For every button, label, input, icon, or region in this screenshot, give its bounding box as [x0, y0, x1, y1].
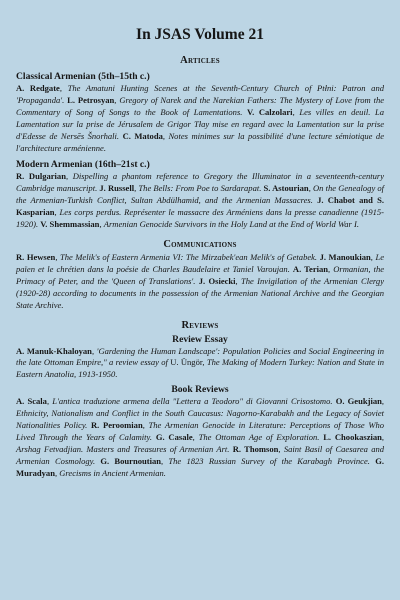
entry: O. Geukjian, Ethnicity, Nationalism and Conflict in the South Caucasus: Nagorno-Karabakh and the Legacy of Soviet Nationalities Policy. — [16, 396, 384, 431]
entry-author: V. Calzolari — [247, 106, 293, 117]
modern-paragraph — [16, 171, 384, 231]
entry: L. Petrosyan, Gregory of Narek and the Narekian Fathers: The Mystery of Love from the Commentary of Song of Songs to the Book of Lamentations. — [16, 94, 385, 117]
entry-title: Notes minimes sur la possibilité d'une lecture sémiotique de l'architecture arménienne. — [16, 130, 385, 153]
communications-heading: Communications — [163, 238, 237, 250]
entry-reviewed-author: U. Üngör, — [170, 357, 205, 368]
entry-title: 'Gardening the Human Landscape': Population Policies and Social Engineering in the late Ottoman Empire," a review essay of — [16, 345, 385, 368]
entry: V. Shemmassian, Armenian Genocide Survivors in the Holy Land at the End of World War I. — [40, 219, 359, 230]
entry: G. Casale, The Ottoman Age of Exploration. — [155, 431, 320, 442]
entry: C. Matoda, Notes minimes sur la possibilité d'une lecture sémiotique de l'architecture arménienne. — [16, 130, 385, 153]
entry: J. Osiecki, The Invigilation of the Armenian Clergy (1920-28) according to documents in the possession of the Armenian National Archive and the Georgian State Archive. — [16, 275, 384, 310]
entry-title: Le païen et le chrétien dans la poésie de Charles Baudelaire et Taniel Varoujan. — [16, 251, 384, 274]
entry: G. Muradyan, Grecisms in Ancient Armenian. — [16, 455, 384, 478]
entry-author: J. Chabot and S. Kasparian — [16, 195, 384, 218]
entry: J. Chabot and S. Kasparian, Les corps perdus. Représenter le massacre des Arméniens dans la presse canadienne (1915-1920). — [16, 195, 385, 230]
entry-author: A. Terian — [292, 263, 329, 274]
entry-author: C. Matoda — [122, 130, 163, 141]
entry-title: The 1823 Russian Survey of the Karabagh Province. — [168, 455, 370, 466]
communications-paragraph — [16, 252, 384, 312]
entry-author: G. Casale — [155, 431, 193, 442]
entry-title: Arshag Fetvadjian. Masters and Treasures of Armenian Art. — [16, 443, 230, 454]
classical-paragraph — [16, 83, 384, 154]
classical-heading: Classical Armenian (5th–15th c.) — [16, 71, 150, 82]
entry-reviewed-title: The Making of Modern Turkey: Nation and State in Eastern Anatolia, 1913-1950. — [16, 357, 384, 380]
entry: A. Terian, Ormanian, the Primacy of Peter, and the 'Queen of Translations'. — [16, 263, 385, 286]
entry: J. Russell, The Bells: From Poe to Sardarapat. — [99, 183, 262, 194]
entry: G. Bournoutian, The 1823 Russian Survey of the Karabagh Province. — [100, 455, 370, 466]
entry: V. Calzolari, Les villes en deuil. La Lamentation sur la prise de Jérusalem de Grigor Tłay mise en regard avec la Lamentation sur la prise d'Edesse de Nersēs Šnorhali. — [16, 106, 384, 141]
entry-author: S. Astourian — [263, 183, 309, 194]
entry-title: The Melik's of Eastern Armenia VI: The Mirzabek'ean Melik's of Getabek. — [59, 251, 318, 262]
entry-author: L. Chookaszian — [323, 431, 382, 442]
entry-author: A. Scala — [16, 396, 47, 407]
entry-author: G. Muradyan — [16, 455, 384, 478]
reviews-heading: Reviews — [181, 319, 219, 331]
entry-author: L. Petrosyan — [67, 94, 115, 105]
entry: R. Peroomian, The Armenian Genocide in Literature: Perceptions of Those Who Lived Through the Years of Calamity. — [16, 420, 385, 442]
entry: S. Astourian, On the Genealogy of the Armenian-Turkish Conflict, Sultan Abdülhamid, and the Armenian Massacres. — [16, 183, 385, 206]
entry: A. Scala, L'antica traduzione armena della "Lettera a Teodoro" di Giovanni Crisostomo. — [16, 396, 333, 407]
entry-author: A. Manuk-Khaloyan — [16, 345, 92, 356]
entry-title: Les villes en deuil. La Lamentation sur la prise de Jérusalem de Grigor Tłay mise en regard avec la Lamentation sur la prise d'Edesse de Nersēs Šnorhali. — [16, 106, 384, 141]
entry: R. Thomson, Saint Basil of Caesarea and Armenian Cosmology. — [16, 443, 385, 466]
entry: A. Manuk-Khaloyan, 'Gardening the Human Landscape': Population Policies and Social Engineering in the late Ottoman Empire," a review essay of U. Üngör, The Making of Modern Turkey: Nation and State in Eastern Anatolia, 1913-1950. — [16, 345, 385, 380]
book-reviews-paragraph — [16, 396, 384, 479]
entry-author: R. Hewsen — [16, 251, 56, 262]
review-essay-paragraph — [16, 346, 384, 382]
entry-author: J. Manoukian — [319, 251, 371, 262]
entry-title: The Armenian Genocide in Literature: Perceptions of Those Who Lived Through the Years of Calamity. — [16, 420, 385, 442]
page-title: In JSAS Volume 21 — [136, 26, 264, 43]
entry-author: O. Geukjian — [335, 396, 382, 407]
entry-title: Ormanian, the Primacy of Peter, and the 'Queen of Translations'. — [16, 263, 385, 286]
entry-title: Saint Basil of Caesarea and Armenian Cosmology. — [16, 443, 385, 466]
entry: A. Redgate, The Amatuni Hunting Scenes at the Seventh-Century Church of Ptłni: Patron and 'Propaganda'. — [16, 83, 384, 105]
entry-author: R. Thomson — [232, 443, 279, 454]
book-reviews-heading: Book Reviews — [171, 384, 229, 396]
entry-author: R. Peroomian — [91, 420, 143, 431]
entry-title: Grecisms in Ancient Armenian. — [59, 467, 166, 478]
entry-author: V. Shemmassian — [40, 219, 100, 230]
modern-heading: Modern Armenian (16th–21st c.) — [16, 159, 150, 171]
entry: R. Hewsen, The Melik's of Eastern Armenia VI: The Mirzabek'ean Melik's of Getabek. — [16, 251, 318, 262]
entry-title: Ethnicity, Nationalism and Conflict in the South Caucasus: Nagorno-Karabakh and the Legacy of Soviet Nationalities Policy. — [16, 408, 384, 431]
entry-title: L'antica traduzione armena della "Lettera a Teodoro" di Giovanni Crisostomo. — [52, 396, 333, 407]
entry-author: J. Osiecki — [198, 275, 236, 286]
entry-title: On the Genealogy of the Armenian-Turkish Conflict, Sultan Abdülhamid, and the Armenian Massacres. — [16, 183, 385, 206]
entry-title: The Invigilation of the Armenian Clergy (1920-28) according to documents in the possession of the Armenian National Archive and the Georgian State Archive. — [16, 275, 384, 310]
entry-title: Gregory of Narek and the Narekian Fathers: The Mystery of Love from the Commentary of Song of Songs to the Book of Lamentations. — [16, 94, 385, 117]
entry: R. Dulgarian, Dispelling a phantom reference to Gregory the Illuminator in a seventeenth-century Cambridge manuscript. — [16, 171, 384, 194]
entry-author: G. Bournoutian — [100, 455, 161, 466]
entry-title: The Bells: From Poe to Sardarapat. — [138, 183, 262, 194]
entry-title: The Ottoman Age of Exploration. — [198, 431, 320, 442]
entry: J. Manoukian, Le païen et le chrétien dans la poésie de Charles Baudelaire et Taniel Varoujan. — [16, 251, 384, 274]
review-essay-heading: Review Essay — [172, 333, 228, 345]
entry-author: J. Russell — [99, 183, 135, 194]
entry-author: R. Dulgarian — [16, 171, 66, 182]
entry-title: Armenian Genocide Survivors in the Holy Land at the End of World War I. — [103, 219, 359, 230]
entry-author: A. Redgate — [16, 83, 60, 93]
entry-title: The Amatuni Hunting Scenes at the Seventh-Century Church of Ptłni: Patron and 'Propaganda'. — [16, 83, 384, 105]
entry-title: Les corps perdus. Représenter le massacre des Arméniens dans la presse canadienne (1915-1920). — [16, 207, 385, 230]
entry: L. Chookaszian, Arshag Fetvadjian. Masters and Treasures of Armenian Art. — [16, 431, 385, 454]
entry-title: Dispelling a phantom reference to Gregory the Illuminator in a seventeenth-century Cambridge manuscript. — [16, 171, 384, 194]
articles-heading: Articles — [180, 55, 220, 66]
